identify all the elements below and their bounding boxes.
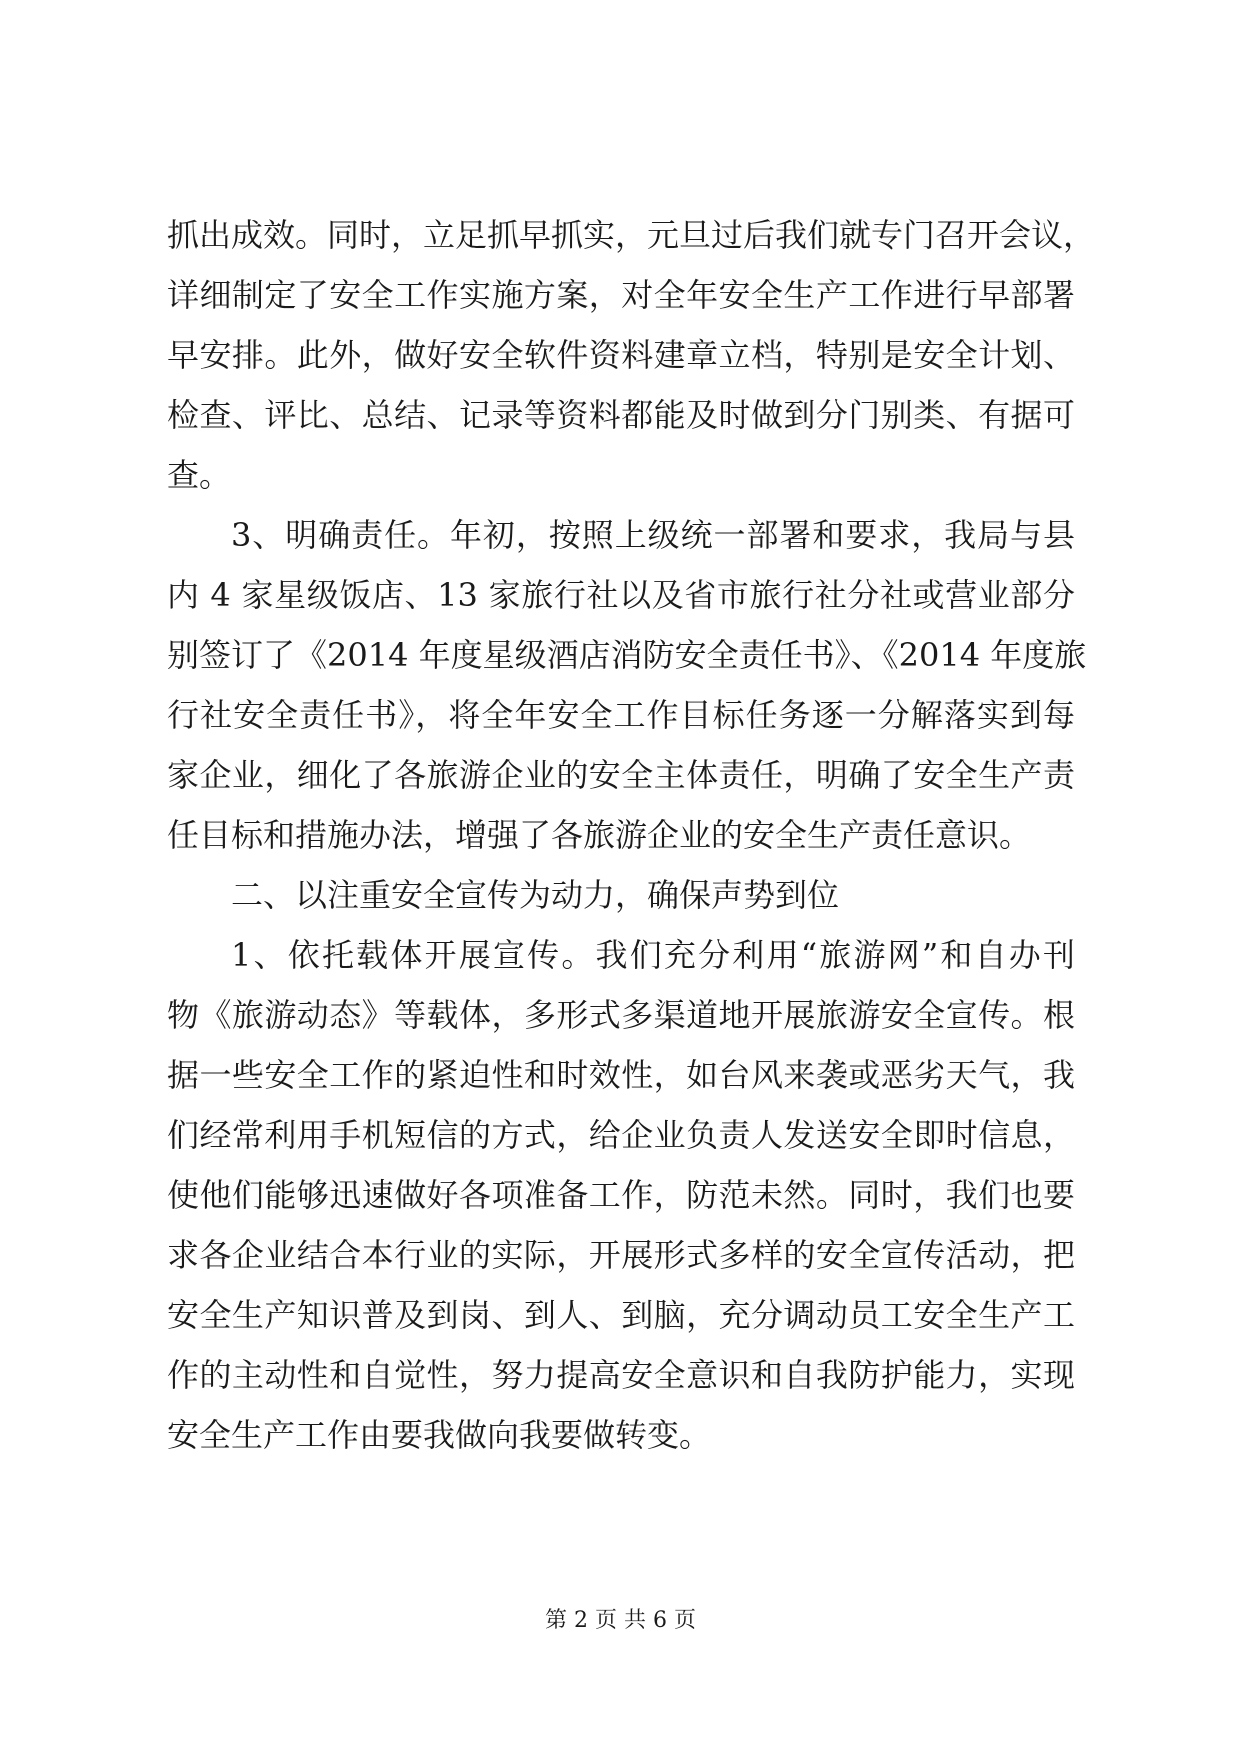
text-line: 们经常利用手机短信的方式，给企业负责人发送安全即时信息， — [167, 1116, 1075, 1154]
body-text — [167, 205, 1096, 1465]
text-line: 行社安全责任书》，将全年安全工作目标任务逐一分解落实到每 — [167, 696, 1075, 734]
text-line: 查。 — [167, 456, 232, 494]
text-line: 安全生产知识普及到岗、到人、到脑，充分调动员工安全生产工 — [167, 1296, 1075, 1334]
text-line: 早安排。此外，做好安全软件资料建章立档，特别是安全计划、 — [167, 336, 1075, 374]
text-line: 别签订了《2014 年度星级酒店消防安全责任书》、《2014 年度旅 — [167, 636, 1087, 674]
text-line: 详细制定了安全工作实施方案，对全年安全生产工作进行早部署 — [167, 276, 1075, 314]
text-line: 物《旅游动态》等载体，多形式多渠道地开展旅游安全宣传。根 — [167, 996, 1075, 1034]
text-line: 安全生产工作由要我做向我要做转变。 — [167, 1416, 712, 1454]
text-line: 据一些安全工作的紧迫性和时效性，如台风来袭或恶劣天气，我 — [167, 1056, 1075, 1094]
paragraph-first-line: 3、明确责任。年初，按照上级统一部署和要求，我局与县 — [231, 516, 1075, 554]
text-line: 求各企业结合本行业的实际，开展形式多样的安全宣传活动，把 — [167, 1236, 1075, 1274]
section-heading: 二、以注重安全宣传为动力，确保声势到位 — [231, 876, 840, 914]
text-line: 使他们能够迅速做好各项准备工作，防范未然。同时，我们也要 — [167, 1176, 1075, 1214]
paragraph-first-line: 1、依托载体开展宣传。我们充分利用“旅游网”和自办刊 — [231, 936, 1075, 974]
text-line: 抓出成效。同时，立足抓早抓实，元旦过后我们就专门召开会议， — [167, 216, 1096, 254]
text-line: 家企业，细化了各旅游企业的安全主体责任，明确了安全生产责 — [167, 756, 1075, 794]
text-line: 检查、评比、总结、记录等资料都能及时做到分门别类、有据可 — [167, 396, 1075, 434]
page-footer: 第 2 页 共 6 页 — [545, 1608, 696, 1633]
text-line: 内 4 家星级饭店、13 家旅行社以及省市旅行社分社或营业部分 — [167, 576, 1075, 614]
text-line: 作的主动性和自觉性，努力提高安全意识和自我防护能力，实现 — [167, 1356, 1075, 1394]
text-line: 任目标和措施办法，增强了各旅游企业的安全生产责任意识。 — [167, 816, 1032, 854]
